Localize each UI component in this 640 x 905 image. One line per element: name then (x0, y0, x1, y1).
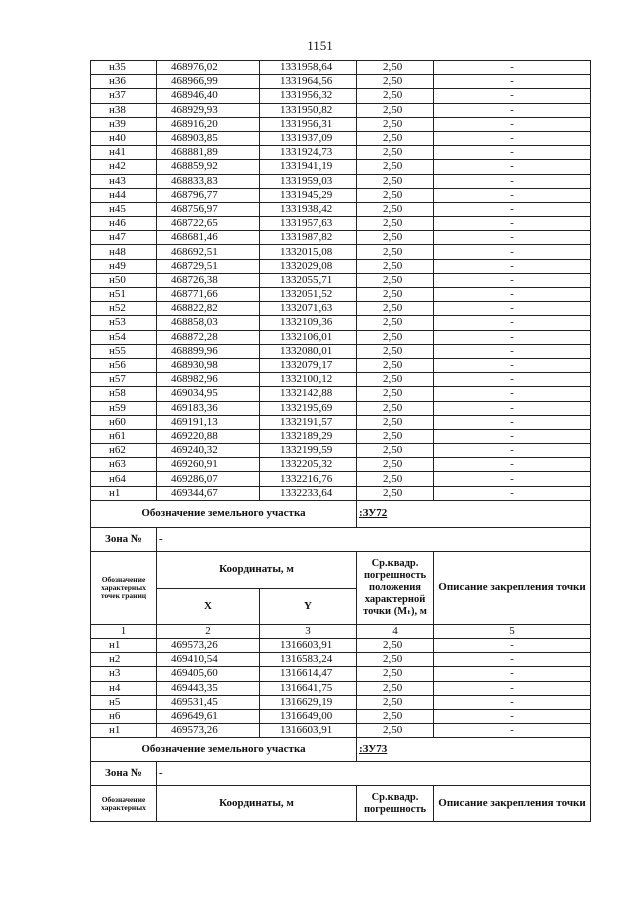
y-cell: 1332216,76 (260, 472, 357, 486)
col-num-1: 1 (91, 624, 157, 638)
accuracy-cell: 2,50 (357, 61, 434, 75)
zone-label: Зона № (91, 527, 157, 551)
y-cell: 1332191,57 (260, 415, 357, 429)
y-cell: 1331945,29 (260, 188, 357, 202)
accuracy-cell: 2,50 (357, 458, 434, 472)
accuracy-cell: 2,50 (357, 202, 434, 216)
y-cell: 1332071,63 (260, 302, 357, 316)
description-cell: - (434, 653, 591, 667)
table-row (91, 681, 591, 695)
table-row (91, 458, 591, 472)
y-cell: 1331956,31 (260, 117, 357, 131)
accuracy-cell: 2,50 (357, 273, 434, 287)
x-cell: 468982,96 (157, 373, 260, 387)
plot-id: :ЗУ72 (357, 500, 591, 527)
table-row (91, 174, 591, 188)
y-cell: 1331958,64 (260, 61, 357, 75)
description-cell: - (434, 486, 591, 500)
y-cell: 1331964,56 (260, 75, 357, 89)
description-cell: - (434, 231, 591, 245)
x-cell: 469034,95 (157, 387, 260, 401)
plot-label: Обозначение земельного участка (91, 500, 357, 527)
x-cell: 469220,88 (157, 429, 260, 443)
y-cell: 1332189,29 (260, 429, 357, 443)
table-row (91, 472, 591, 486)
accuracy-cell: 2,50 (357, 724, 434, 738)
col-num-4: 4 (357, 624, 434, 638)
description-cell: - (434, 429, 591, 443)
zone-value: - (157, 527, 591, 551)
accuracy-cell: 2,50 (357, 373, 434, 387)
plot-zu72-block (91, 500, 591, 638)
y-cell: 1332199,59 (260, 444, 357, 458)
accuracy-cell: 2,50 (357, 330, 434, 344)
accuracy-cell: 2,50 (357, 709, 434, 723)
point-id-cell: н48 (91, 245, 157, 259)
point-id-cell: н63 (91, 458, 157, 472)
col-num-5: 5 (434, 624, 591, 638)
x-cell: 468930,98 (157, 358, 260, 372)
table-body-continuation (91, 61, 591, 501)
x-cell: 469240,32 (157, 444, 260, 458)
table-row (91, 387, 591, 401)
y-cell: 1316614,47 (260, 667, 357, 681)
plot-id: :ЗУ73 (357, 738, 591, 762)
description-cell: - (434, 724, 591, 738)
point-id-cell: н1 (91, 486, 157, 500)
point-id-cell: н62 (91, 444, 157, 458)
accuracy-cell: 2,50 (357, 103, 434, 117)
table-row (91, 486, 591, 500)
table-row (91, 146, 591, 160)
x-cell: 469183,36 (157, 401, 260, 415)
table-row (91, 245, 591, 259)
y-cell: 1331959,03 (260, 174, 357, 188)
description-cell: - (434, 188, 591, 202)
accuracy-cell: 2,50 (357, 344, 434, 358)
description-cell: - (434, 709, 591, 723)
description-cell: - (434, 316, 591, 330)
description-cell: - (434, 75, 591, 89)
description-cell: - (434, 259, 591, 273)
point-id-cell: н40 (91, 131, 157, 145)
table-row (91, 667, 591, 681)
description-cell: - (434, 273, 591, 287)
point-id-cell: н35 (91, 61, 157, 75)
x-cell: 469443,35 (157, 681, 260, 695)
header-description: Описание закрепления точки (434, 786, 591, 822)
y-cell: 1316583,24 (260, 653, 357, 667)
table-row (91, 344, 591, 358)
accuracy-cell: 2,50 (357, 259, 434, 273)
x-cell: 468822,82 (157, 302, 260, 316)
description-cell: - (434, 458, 591, 472)
accuracy-cell: 2,50 (357, 444, 434, 458)
accuracy-cell: 2,50 (357, 681, 434, 695)
x-cell: 468681,46 (157, 231, 260, 245)
x-cell: 468692,51 (157, 245, 260, 259)
x-cell: 468756,97 (157, 202, 260, 216)
x-cell: 469260,91 (157, 458, 260, 472)
accuracy-cell: 2,50 (357, 358, 434, 372)
x-cell: 468976,02 (157, 61, 260, 75)
accuracy-cell: 2,50 (357, 160, 434, 174)
accuracy-cell: 2,50 (357, 486, 434, 500)
y-cell: 1332080,01 (260, 344, 357, 358)
x-cell: 468903,85 (157, 131, 260, 145)
zone-label: Зона № (91, 762, 157, 786)
description-cell: - (434, 415, 591, 429)
col-num-2: 2 (157, 624, 260, 638)
accuracy-cell: 2,50 (357, 288, 434, 302)
table-body-zu72 (91, 639, 591, 738)
point-id-cell: н2 (91, 653, 157, 667)
description-cell: - (434, 288, 591, 302)
x-cell: 468722,65 (157, 217, 260, 231)
accuracy-cell: 2,50 (357, 302, 434, 316)
table-row (91, 103, 591, 117)
accuracy-cell: 2,50 (357, 75, 434, 89)
table-row (91, 709, 591, 723)
accuracy-cell: 2,50 (357, 429, 434, 443)
x-cell: 468833,83 (157, 174, 260, 188)
accuracy-cell: 2,50 (357, 117, 434, 131)
point-id-cell: н43 (91, 174, 157, 188)
point-id-cell: н44 (91, 188, 157, 202)
accuracy-cell: 2,50 (357, 401, 434, 415)
accuracy-cell: 2,50 (357, 639, 434, 653)
description-cell: - (434, 373, 591, 387)
description-cell: - (434, 160, 591, 174)
y-cell: 1316603,91 (260, 724, 357, 738)
x-cell: 468771,66 (157, 288, 260, 302)
y-cell: 1316649,00 (260, 709, 357, 723)
x-cell: 468872,28 (157, 330, 260, 344)
point-id-cell: н51 (91, 288, 157, 302)
table-row (91, 695, 591, 709)
point-id-cell: н56 (91, 358, 157, 372)
x-cell: 468881,89 (157, 146, 260, 160)
point-id-cell: н5 (91, 695, 157, 709)
description-cell: - (434, 61, 591, 75)
table-row (91, 160, 591, 174)
description-cell: - (434, 401, 591, 415)
description-cell: - (434, 217, 591, 231)
description-cell: - (434, 681, 591, 695)
header-description: Описание закрепления точки (434, 551, 591, 624)
accuracy-cell: 2,50 (357, 472, 434, 486)
x-cell: 469410,54 (157, 653, 260, 667)
table-row (91, 231, 591, 245)
x-cell: 468729,51 (157, 259, 260, 273)
point-id-cell: н58 (91, 387, 157, 401)
table-row (91, 401, 591, 415)
y-cell: 1316629,19 (260, 695, 357, 709)
y-cell: 1332029,08 (260, 259, 357, 273)
x-cell: 469649,61 (157, 709, 260, 723)
point-id-cell: н45 (91, 202, 157, 216)
table-row (91, 217, 591, 231)
point-id-cell: н41 (91, 146, 157, 160)
x-cell: 469573,26 (157, 724, 260, 738)
accuracy-cell: 2,50 (357, 316, 434, 330)
point-id-cell: н49 (91, 259, 157, 273)
header-coords: Координаты, м (157, 551, 357, 588)
x-cell: 468899,96 (157, 344, 260, 358)
table-row (91, 653, 591, 667)
table-row (91, 358, 591, 372)
point-id-cell: н52 (91, 302, 157, 316)
plot-zu73-block (91, 738, 591, 822)
accuracy-cell: 2,50 (357, 89, 434, 103)
point-id-cell: н37 (91, 89, 157, 103)
accuracy-cell: 2,50 (357, 387, 434, 401)
point-id-cell: н53 (91, 316, 157, 330)
y-cell: 1332205,32 (260, 458, 357, 472)
table-row (91, 202, 591, 216)
y-cell: 1332233,64 (260, 486, 357, 500)
table-row (91, 288, 591, 302)
description-cell: - (434, 131, 591, 145)
y-cell: 1331941,19 (260, 160, 357, 174)
y-cell: 1316641,75 (260, 681, 357, 695)
coordinates-table (90, 60, 591, 822)
table-row (91, 61, 591, 75)
point-id-cell: н42 (91, 160, 157, 174)
description-cell: - (434, 472, 591, 486)
y-cell: 1332195,69 (260, 401, 357, 415)
accuracy-cell: 2,50 (357, 146, 434, 160)
description-cell: - (434, 103, 591, 117)
plot-label: Обозначение земельного участка (91, 738, 357, 762)
description-cell: - (434, 387, 591, 401)
x-cell: 468946,40 (157, 89, 260, 103)
accuracy-cell: 2,50 (357, 245, 434, 259)
table-row (91, 302, 591, 316)
x-cell: 468929,93 (157, 103, 260, 117)
description-cell: - (434, 302, 591, 316)
zone-value: - (157, 762, 591, 786)
y-cell: 1332051,52 (260, 288, 357, 302)
header-x: X (157, 588, 260, 624)
table-row (91, 639, 591, 653)
point-id-cell: н54 (91, 330, 157, 344)
point-id-cell: н47 (91, 231, 157, 245)
accuracy-cell: 2,50 (357, 174, 434, 188)
point-id-cell: н46 (91, 217, 157, 231)
table-row (91, 273, 591, 287)
y-cell: 1331987,82 (260, 231, 357, 245)
x-cell: 468916,20 (157, 117, 260, 131)
table-row (91, 330, 591, 344)
accuracy-cell: 2,50 (357, 131, 434, 145)
accuracy-cell: 2,50 (357, 695, 434, 709)
accuracy-cell: 2,50 (357, 667, 434, 681)
description-cell: - (434, 174, 591, 188)
header-accuracy: Ср.квадр. погрешность (357, 786, 434, 822)
accuracy-cell: 2,50 (357, 217, 434, 231)
table-row (91, 444, 591, 458)
point-id-cell: н60 (91, 415, 157, 429)
y-cell: 1332079,17 (260, 358, 357, 372)
page-number: 1151 (307, 38, 333, 53)
y-cell: 1331956,32 (260, 89, 357, 103)
col-num-3: 3 (260, 624, 357, 638)
header-point-label: Обозначение характерных (91, 786, 157, 822)
accuracy-cell: 2,50 (357, 415, 434, 429)
header-y: Y (260, 588, 357, 624)
point-id-cell: н38 (91, 103, 157, 117)
point-id-cell: н4 (91, 681, 157, 695)
description-cell: - (434, 444, 591, 458)
description-cell: - (434, 330, 591, 344)
table-row (91, 188, 591, 202)
y-cell: 1331938,42 (260, 202, 357, 216)
description-cell: - (434, 245, 591, 259)
table-row (91, 373, 591, 387)
table-row (91, 131, 591, 145)
accuracy-cell: 2,50 (357, 653, 434, 667)
x-cell: 469531,45 (157, 695, 260, 709)
table-row (91, 75, 591, 89)
header-accuracy: Ср.квадр. погрешность положения характерной точки (Mₜ), м (357, 551, 434, 624)
y-cell: 1331924,73 (260, 146, 357, 160)
table-row (91, 724, 591, 738)
description-cell: - (434, 695, 591, 709)
table-row (91, 415, 591, 429)
point-id-cell: н59 (91, 401, 157, 415)
x-cell: 468796,77 (157, 188, 260, 202)
description-cell: - (434, 89, 591, 103)
x-cell: 468726,38 (157, 273, 260, 287)
x-cell: 469191,13 (157, 415, 260, 429)
table-row (91, 89, 591, 103)
table-row (91, 259, 591, 273)
header-coords: Координаты, м (157, 786, 357, 822)
x-cell: 469573,26 (157, 639, 260, 653)
point-id-cell: н50 (91, 273, 157, 287)
point-id-cell: н61 (91, 429, 157, 443)
accuracy-cell: 2,50 (357, 231, 434, 245)
x-cell: 469286,07 (157, 472, 260, 486)
point-id-cell: н1 (91, 724, 157, 738)
x-cell: 469344,67 (157, 486, 260, 500)
description-cell: - (434, 358, 591, 372)
y-cell: 1332015,08 (260, 245, 357, 259)
y-cell: 1332106,01 (260, 330, 357, 344)
y-cell: 1332142,88 (260, 387, 357, 401)
y-cell: 1331937,09 (260, 131, 357, 145)
y-cell: 1332055,71 (260, 273, 357, 287)
point-id-cell: н6 (91, 709, 157, 723)
description-cell: - (434, 202, 591, 216)
description-cell: - (434, 667, 591, 681)
accuracy-cell: 2,50 (357, 188, 434, 202)
y-cell: 1316603,91 (260, 639, 357, 653)
point-id-cell: н39 (91, 117, 157, 131)
point-id-cell: н64 (91, 472, 157, 486)
point-id-cell: н55 (91, 344, 157, 358)
y-cell: 1332100,12 (260, 373, 357, 387)
description-cell: - (434, 117, 591, 131)
y-cell: 1332109,36 (260, 316, 357, 330)
x-cell: 468859,92 (157, 160, 260, 174)
y-cell: 1331957,63 (260, 217, 357, 231)
point-id-cell: н57 (91, 373, 157, 387)
y-cell: 1331950,82 (260, 103, 357, 117)
x-cell: 468858,03 (157, 316, 260, 330)
table-row (91, 117, 591, 131)
x-cell: 469405,60 (157, 667, 260, 681)
description-cell: - (434, 344, 591, 358)
table-row (91, 429, 591, 443)
x-cell: 468966,99 (157, 75, 260, 89)
header-point-label: Обозначение характерных точек границ (91, 551, 157, 624)
point-id-cell: н3 (91, 667, 157, 681)
description-cell: - (434, 639, 591, 653)
table-row (91, 316, 591, 330)
point-id-cell: н36 (91, 75, 157, 89)
description-cell: - (434, 146, 591, 160)
point-id-cell: н1 (91, 639, 157, 653)
